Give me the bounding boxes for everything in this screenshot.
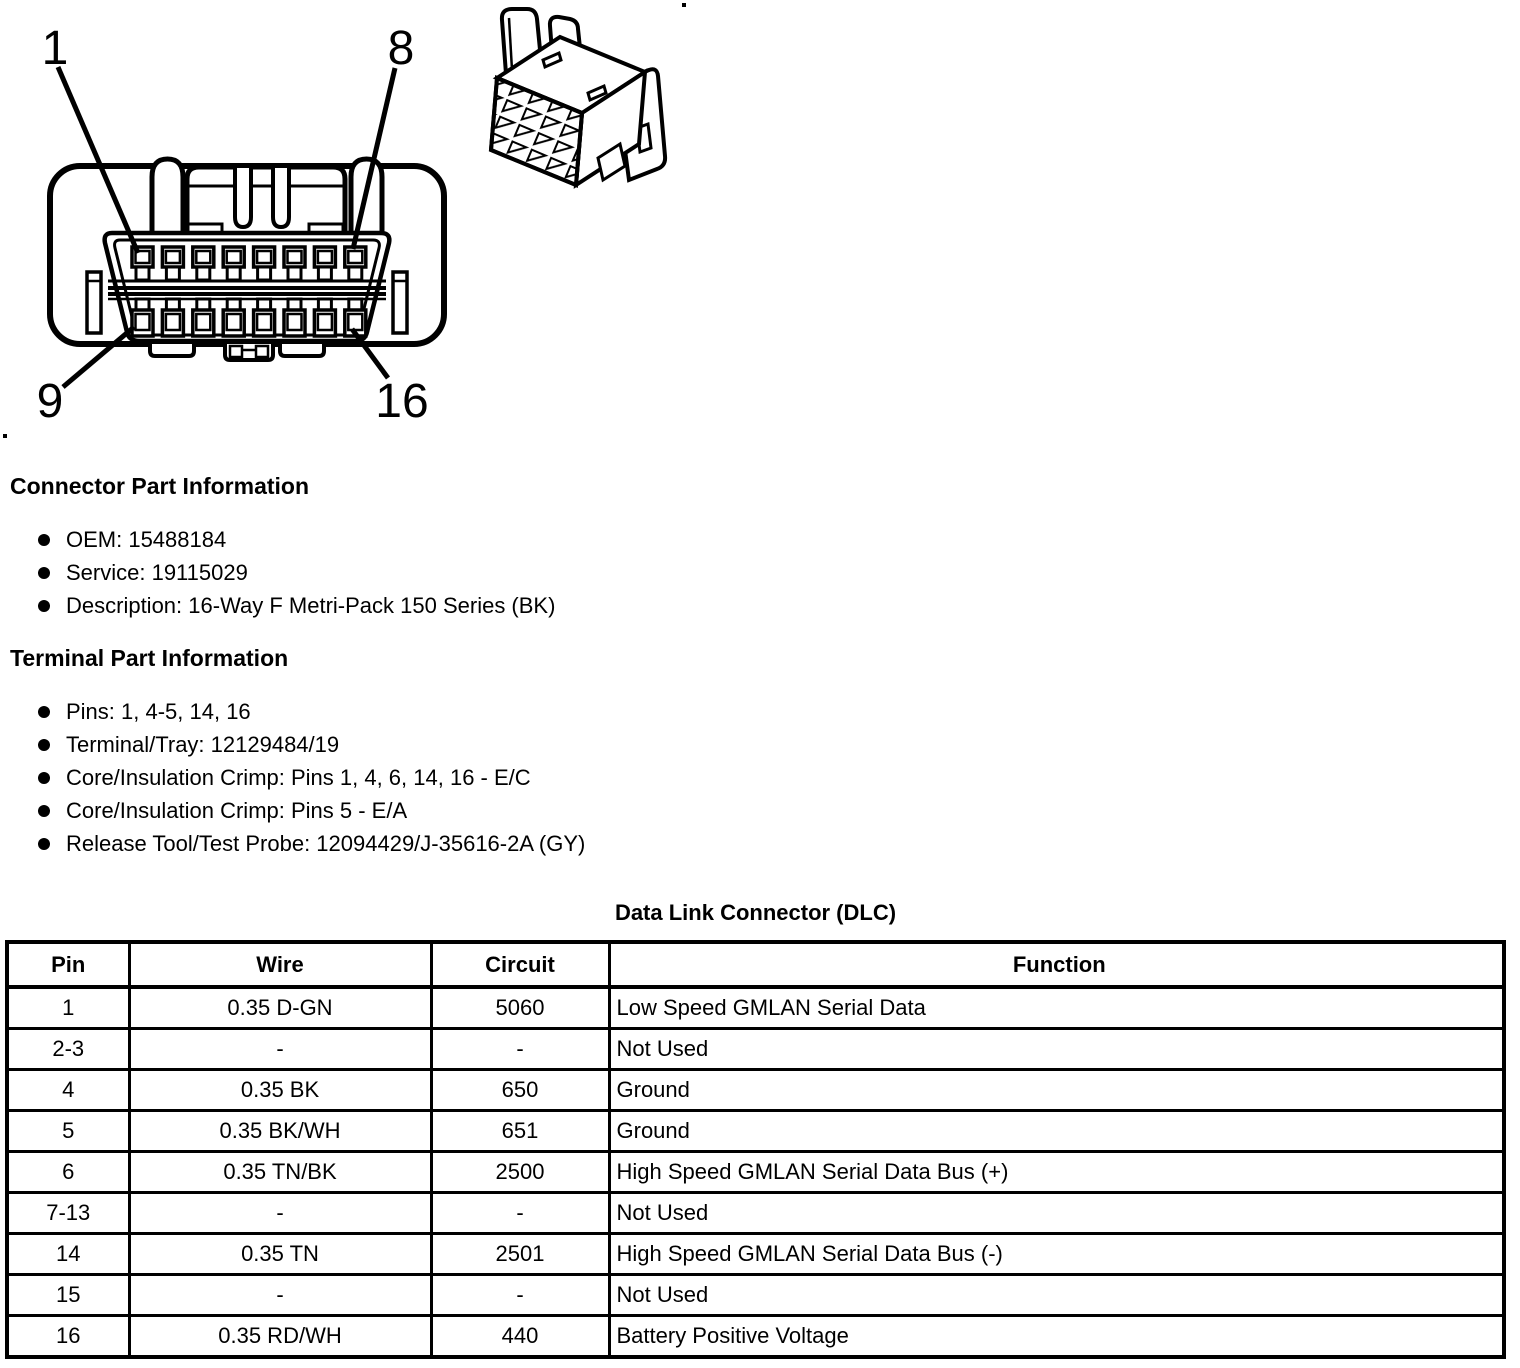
terminal-part-info-heading: Terminal Part Information — [10, 645, 289, 671]
table-row — [7, 1316, 1504, 1358]
cell-circuit: 2500 — [431, 1152, 609, 1193]
cell-wire: 0.35 BK/WH — [129, 1111, 431, 1152]
col-header-pin: Pin — [7, 942, 129, 987]
table-row — [7, 1275, 1504, 1316]
cell-function: Ground — [609, 1070, 1504, 1111]
cell-function: Battery Positive Voltage — [609, 1316, 1504, 1358]
cell-wire: 0.35 BK — [129, 1070, 431, 1111]
cell-function: Ground — [609, 1111, 1504, 1152]
table-header-row — [7, 942, 1504, 987]
cell-circuit: - — [431, 1275, 609, 1316]
cell-circuit: 5060 — [431, 987, 609, 1029]
cell-wire: 0.35 TN — [129, 1234, 431, 1275]
cell-function: Not Used — [609, 1029, 1504, 1070]
list-item-service: Service: 19115029 — [66, 561, 1520, 585]
list-item-oem: OEM: 15488184 — [66, 528, 1520, 552]
scan-dot — [3, 434, 7, 438]
list-item-pins: Pins: 1, 4-5, 14, 16 — [66, 700, 1520, 724]
col-header-circuit: Circuit — [431, 942, 609, 987]
cell-circuit: 2501 — [431, 1234, 609, 1275]
pin8-label: 8 — [387, 22, 415, 75]
cell-pin: 4 — [7, 1070, 129, 1111]
cell-wire: 0.35 RD/WH — [129, 1316, 431, 1358]
cell-circuit: - — [431, 1193, 609, 1234]
table-row — [7, 1152, 1504, 1193]
list-item-description: Description: 16-Way F Metri-Pack 150 Series (BK) — [66, 594, 1520, 618]
scan-dot — [682, 3, 686, 7]
cell-function: Not Used — [609, 1275, 1504, 1316]
cell-circuit: 440 — [431, 1316, 609, 1358]
top-slot — [235, 168, 251, 227]
cell-circuit: 650 — [431, 1070, 609, 1111]
cell-pin: 2-3 — [7, 1029, 129, 1070]
cell-pin: 16 — [7, 1316, 129, 1358]
table-row — [7, 1234, 1504, 1275]
list-item-crimp-ea: Core/Insulation Crimp: Pins 5 - E/A — [66, 799, 1520, 823]
table-row — [7, 1029, 1504, 1070]
col-header-wire: Wire — [129, 942, 431, 987]
table-row — [7, 1111, 1504, 1152]
list-item-release-tool: Release Tool/Test Probe: 12094429/J-35616-2A (GY) — [66, 832, 1520, 856]
cell-pin: 15 — [7, 1275, 129, 1316]
table-row — [7, 1193, 1504, 1234]
cell-wire: 0.35 D-GN — [129, 987, 431, 1029]
connector-diagram-svg — [0, 0, 760, 452]
pin16-label: 16 — [375, 375, 429, 428]
cell-circuit: - — [431, 1029, 609, 1070]
col-header-function: Function — [609, 942, 1504, 987]
cell-wire: - — [129, 1193, 431, 1234]
cell-wire: - — [129, 1275, 431, 1316]
cell-pin: 6 — [7, 1152, 129, 1193]
table-row — [7, 1070, 1504, 1111]
cell-function: High Speed GMLAN Serial Data Bus (-) — [609, 1234, 1504, 1275]
top-arch-left — [152, 159, 183, 236]
cell-pin: 14 — [7, 1234, 129, 1275]
pin1-label: 1 — [41, 22, 69, 75]
cell-pin: 5 — [7, 1111, 129, 1152]
top-slot — [273, 168, 289, 227]
cell-function: High Speed GMLAN Serial Data Bus (+) — [609, 1152, 1504, 1193]
terminal-part-info-list — [0, 700, 1520, 856]
connector-part-info-list — [0, 528, 1520, 618]
bottom-tab — [150, 344, 194, 356]
pin9-label: 9 — [36, 375, 64, 428]
table-title: Data Link Connector (DLC) — [614, 900, 897, 925]
cell-function: Low Speed GMLAN Serial Data — [609, 987, 1504, 1029]
list-item-terminal-tray: Terminal/Tray: 12129484/19 — [66, 733, 1520, 757]
bottom-tab — [280, 344, 324, 356]
dlc-pinout-table — [5, 940, 1506, 1359]
list-item-crimp-ec: Core/Insulation Crimp: Pins 1, 4, 6, 14, 16 - E/C — [66, 766, 1520, 790]
cell-wire: 0.35 TN/BK — [129, 1152, 431, 1193]
cell-wire: - — [129, 1029, 431, 1070]
connector-part-info-heading: Connector Part Information — [10, 473, 310, 499]
cell-circuit: 651 — [431, 1111, 609, 1152]
cell-function: Not Used — [609, 1193, 1504, 1234]
connector-3d-view — [491, 9, 665, 185]
table-row — [7, 987, 1504, 1029]
dlc-connector-figure — [0, 0, 760, 452]
cell-pin: 7-13 — [7, 1193, 129, 1234]
cell-pin: 1 — [7, 987, 129, 1029]
